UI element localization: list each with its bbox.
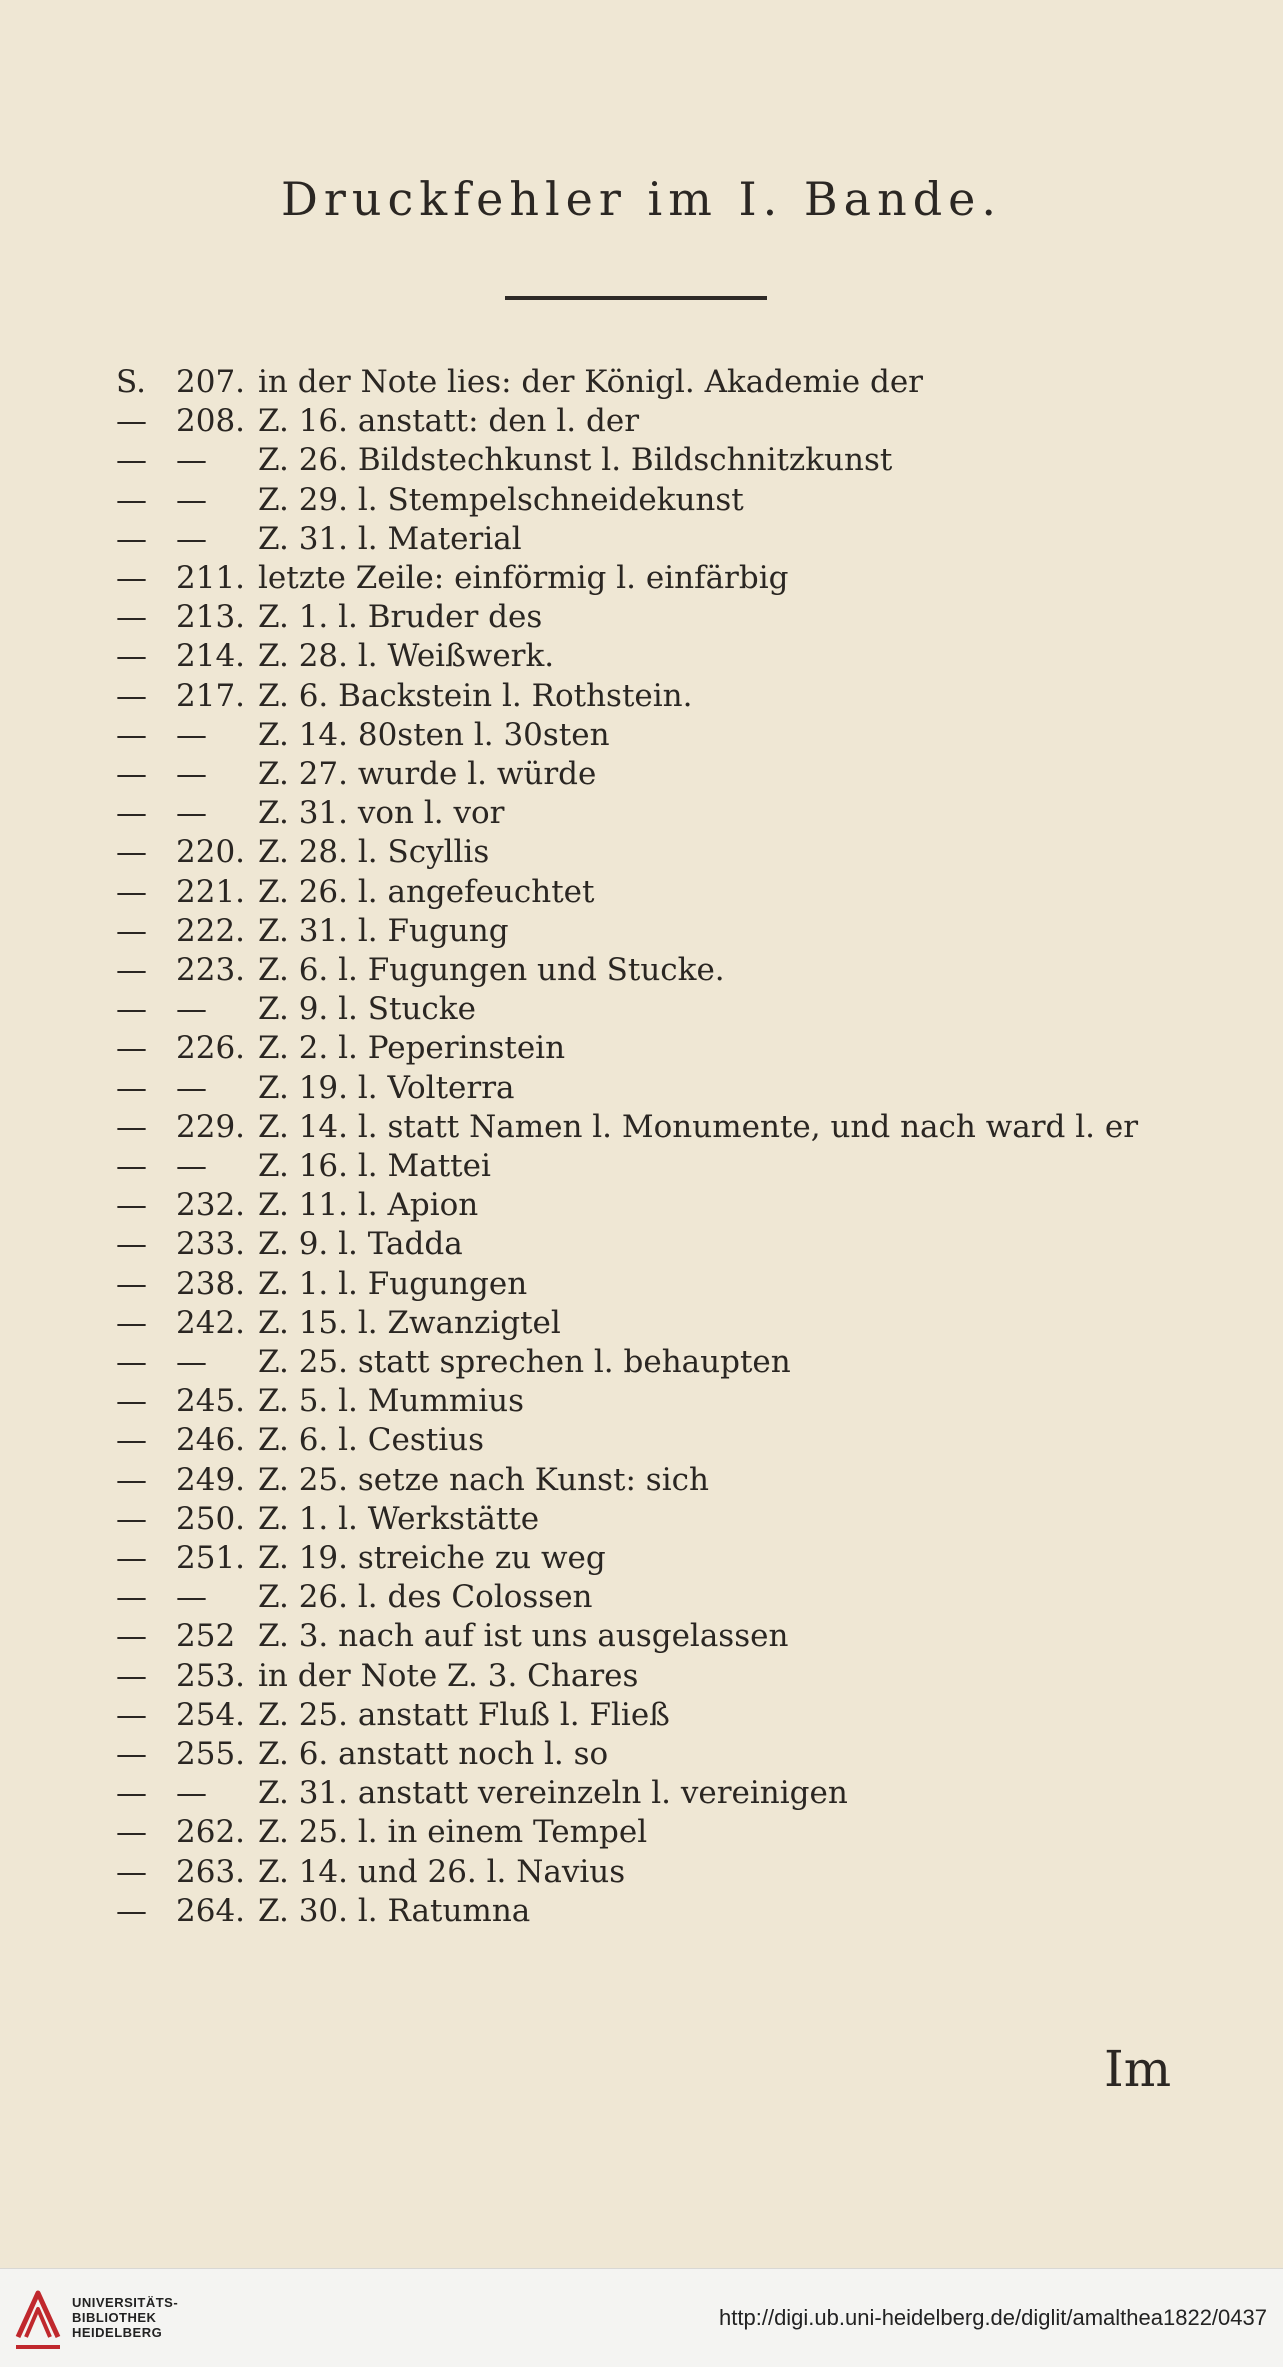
errata-correction: Z. 19. streiche zu weg: [258, 1540, 606, 1576]
errata-correction: Z. 25. anstatt Fluß l. Fließ: [258, 1696, 670, 1733]
errata-row: [0, 558, 1283, 598]
errata-correction: Z. 14. l. statt Namen l. Monumente, und nach ward l. er: [258, 1108, 1139, 1145]
errata-page-number: 233.: [176, 1226, 246, 1263]
errata-page-number: 232.: [176, 1187, 246, 1224]
errata-prefix: —: [116, 560, 147, 596]
errata-prefix: —: [116, 638, 147, 675]
errata-prefix: —: [116, 1540, 147, 1576]
errata-row: [0, 1695, 1283, 1735]
errata-correction: Z. 26. Bildstechkunst l. Bildschnitzkunst: [258, 442, 893, 479]
errata-correction: Z. 1. l. Bruder des: [258, 599, 543, 636]
errata-row: [0, 715, 1283, 755]
errata-row: [0, 1577, 1283, 1617]
errata-row: [0, 1264, 1283, 1304]
library-name-line: HEIDELBERG: [72, 2325, 163, 2340]
errata-row: [0, 362, 1283, 402]
errata-prefix: —: [116, 1579, 147, 1616]
errata-page-number: —: [176, 1579, 207, 1616]
errata-page-number: 213.: [176, 599, 246, 636]
errata-row: [0, 1107, 1283, 1147]
errata-row: [0, 636, 1283, 676]
errata-correction: in der Note lies: der Königl. Akademie der: [258, 364, 923, 400]
errata-page-number: 252: [176, 1618, 236, 1655]
errata-prefix: —: [116, 1775, 147, 1812]
errata-row: [0, 1224, 1283, 1264]
errata-page-number: 249.: [176, 1461, 246, 1498]
errata-prefix: —: [116, 716, 147, 753]
errata-prefix: —: [116, 1696, 147, 1733]
errata-page-number: 255.: [176, 1736, 246, 1772]
errata-prefix: —: [116, 1187, 147, 1224]
errata-page-number: 229.: [176, 1108, 246, 1145]
errata-correction: Z. 15. l. Zwanzigtel: [258, 1304, 561, 1341]
errata-row: [0, 1381, 1283, 1421]
errata-page-number: —: [176, 1775, 207, 1812]
errata-row: [0, 1499, 1283, 1539]
errata-correction: Z. 14. und 26. l. Navius: [258, 1853, 626, 1890]
errata-row: [0, 1773, 1283, 1813]
errata-page-number: —: [176, 1344, 207, 1380]
errata-correction: Z. 25. setze nach Kunst: sich: [258, 1461, 709, 1498]
errata-prefix: —: [116, 1892, 147, 1929]
errata-row: [0, 1812, 1283, 1852]
errata-prefix: —: [116, 1500, 147, 1537]
errata-prefix: —: [116, 677, 147, 714]
errata-page-number: 223.: [176, 952, 246, 988]
errata-row: [0, 793, 1283, 833]
errata-prefix: —: [116, 1108, 147, 1145]
errata-correction: Z. 31. l. Material: [258, 520, 522, 557]
errata-page-number: 264.: [176, 1892, 246, 1929]
errata-row: [0, 1185, 1283, 1225]
errata-page-number: 242.: [176, 1304, 246, 1341]
errata-prefix: —: [116, 991, 147, 1028]
errata-correction: Z. 9. l. Tadda: [258, 1226, 463, 1263]
errata-correction: Z. 16. anstatt: den l. der: [258, 403, 640, 440]
errata-prefix: —: [116, 1461, 147, 1498]
library-name-line: UNIVERSITÄTS-: [72, 2295, 179, 2310]
errata-row: [0, 676, 1283, 716]
errata-correction: Z. 28. l. Weißwerk.: [258, 638, 555, 675]
errata-row: [0, 950, 1283, 990]
errata-row: [0, 1460, 1283, 1500]
errata-page-number: —: [176, 520, 207, 557]
errata-row: [0, 1342, 1283, 1382]
errata-correction: Z. 6. Backstein l. Rothstein.: [258, 677, 693, 714]
errata-correction: Z. 16. l. Mattei: [258, 1148, 491, 1184]
errata-correction: Z. 27. wurde l. würde: [258, 756, 597, 792]
errata-row: [0, 1068, 1283, 1108]
errata-prefix: —: [116, 1148, 147, 1184]
errata-page-number: 245.: [176, 1383, 246, 1420]
errata-row: [0, 1303, 1283, 1343]
errata-prefix: —: [116, 1657, 147, 1694]
errata-prefix: —: [116, 599, 147, 636]
errata-page-number: 238.: [176, 1265, 246, 1302]
errata-correction: Z. 1. l. Fugungen: [258, 1265, 528, 1302]
errata-page-number: 246.: [176, 1422, 246, 1459]
errata-row: [0, 872, 1283, 912]
errata-row: [0, 1734, 1283, 1774]
errata-page-number: —: [176, 716, 207, 753]
errata-page-number: 263.: [176, 1853, 246, 1890]
errata-prefix: —: [116, 1069, 147, 1106]
errata-row: [0, 1146, 1283, 1186]
errata-row: [0, 401, 1283, 441]
errata-prefix: —: [116, 1736, 147, 1772]
errata-correction: Z. 26. l. angefeuchtet: [258, 873, 595, 910]
errata-row: [0, 1538, 1283, 1578]
errata-correction: Z. 30. l. Ratumna: [258, 1892, 531, 1929]
errata-correction: Z. 14. 80sten l. 30sten: [258, 716, 610, 753]
errata-correction: Z. 6. l. Fugungen und Stucke.: [258, 952, 725, 988]
errata-correction: letzte Zeile: einförmig l. einfärbig: [258, 560, 789, 596]
errata-correction: Z. 31. anstatt vereinzeln l. vereinigen: [258, 1775, 848, 1812]
errata-page-number: 253.: [176, 1657, 246, 1694]
errata-correction: Z. 29. l. Stempelschneidekunst: [258, 481, 744, 518]
errata-correction: Z. 26. l. des Colossen: [258, 1579, 593, 1616]
errata-prefix: —: [116, 481, 147, 518]
errata-correction: Z. 3. nach auf ist uns ausgelassen: [258, 1618, 789, 1655]
errata-row: [0, 1656, 1283, 1696]
errata-prefix: —: [116, 1265, 147, 1302]
errata-row: [0, 1616, 1283, 1656]
errata-page-number: 221.: [176, 873, 246, 910]
errata-page-number: —: [176, 1148, 207, 1184]
errata-prefix: —: [116, 756, 147, 792]
errata-page-number: 207.: [176, 364, 246, 400]
errata-prefix: —: [116, 795, 147, 832]
errata-page-number: 262.: [176, 1814, 246, 1851]
errata-page-number: 214.: [176, 638, 246, 675]
errata-prefix: —: [116, 952, 147, 988]
errata-row: [0, 1891, 1283, 1931]
errata-page-number: 250.: [176, 1500, 246, 1537]
errata-correction: Z. 5. l. Mummius: [258, 1383, 525, 1420]
errata-correction: Z. 9. l. Stucke: [258, 991, 476, 1028]
source-url-link[interactable]: http://digi.ub.uni-heidelberg.de/diglit/amalthea1822/0437: [719, 2305, 1267, 2330]
errata-correction: Z. 1. l. Werkstätte: [258, 1500, 540, 1537]
errata-prefix: —: [116, 912, 147, 949]
errata-row: [0, 1852, 1283, 1892]
errata-correction: in der Note Z. 3. Chares: [258, 1657, 639, 1694]
errata-correction: Z. 28. l. Scyllis: [258, 834, 490, 871]
heidelberg-library-logo-icon: [14, 2287, 62, 2353]
errata-row: [0, 1028, 1283, 1068]
errata-correction: Z. 25. statt sprechen l. behaupten: [258, 1344, 791, 1380]
errata-prefix: —: [116, 834, 147, 871]
errata-correction: Z. 11. l. Apion: [258, 1187, 479, 1224]
errata-row: [0, 911, 1283, 951]
errata-prefix: —: [116, 1853, 147, 1890]
errata-page-number: 251.: [176, 1540, 246, 1576]
errata-page-number: —: [176, 991, 207, 1028]
errata-prefix: —: [116, 1814, 147, 1851]
errata-correction: Z. 6. l. Cestius: [258, 1422, 484, 1459]
errata-prefix: —: [116, 1304, 147, 1341]
errata-prefix: —: [116, 1618, 147, 1655]
errata-correction: Z. 31. l. Fugung: [258, 912, 509, 949]
errata-prefix: S.: [116, 364, 146, 400]
library-name-line: BIBLIOTHEK: [72, 2310, 157, 2325]
errata-row: [0, 480, 1283, 520]
errata-page-number: —: [176, 442, 207, 479]
errata-prefix: —: [116, 1030, 147, 1067]
errata-prefix: —: [116, 442, 147, 479]
errata-prefix: —: [116, 1344, 147, 1380]
errata-page-number: 222.: [176, 912, 246, 949]
errata-correction: Z. 31. von l. vor: [258, 795, 505, 832]
errata-page-number: 208.: [176, 403, 246, 440]
errata-correction: Z. 6. anstatt noch l. so: [258, 1736, 609, 1772]
heading-divider: [505, 296, 767, 300]
errata-row: [0, 597, 1283, 637]
errata-row: [0, 989, 1283, 1029]
errata-prefix: —: [116, 1226, 147, 1263]
errata-row: [0, 1420, 1283, 1460]
errata-prefix: —: [116, 403, 147, 440]
errata-prefix: —: [116, 1422, 147, 1459]
errata-page-number: —: [176, 756, 207, 792]
errata-prefix: —: [116, 1383, 147, 1420]
errata-page-number: 226.: [176, 1030, 246, 1067]
errata-page-number: 211.: [176, 560, 246, 596]
errata-page-number: 254.: [176, 1696, 246, 1733]
errata-correction: Z. 25. l. in einem Tempel: [258, 1814, 648, 1851]
errata-page-number: —: [176, 795, 207, 832]
catchword: Im: [1104, 2040, 1172, 2098]
errata-correction: Z. 19. l. Volterra: [258, 1069, 515, 1106]
errata-row: [0, 440, 1283, 480]
footer-bar: [0, 2268, 1283, 2367]
errata-prefix: —: [116, 873, 147, 910]
errata-row: [0, 832, 1283, 872]
errata-page-number: —: [176, 481, 207, 518]
errata-row: [0, 754, 1283, 794]
errata-page-number: 217.: [176, 677, 246, 714]
errata-page-number: 220.: [176, 834, 246, 871]
page-heading: Druckfehler im I. Bande.: [280, 172, 1003, 226]
errata-prefix: —: [116, 520, 147, 557]
library-name: [72, 2295, 178, 2340]
errata-page-number: —: [176, 1069, 207, 1106]
errata-row: [0, 519, 1283, 559]
errata-correction: Z. 2. l. Peperinstein: [258, 1030, 566, 1067]
